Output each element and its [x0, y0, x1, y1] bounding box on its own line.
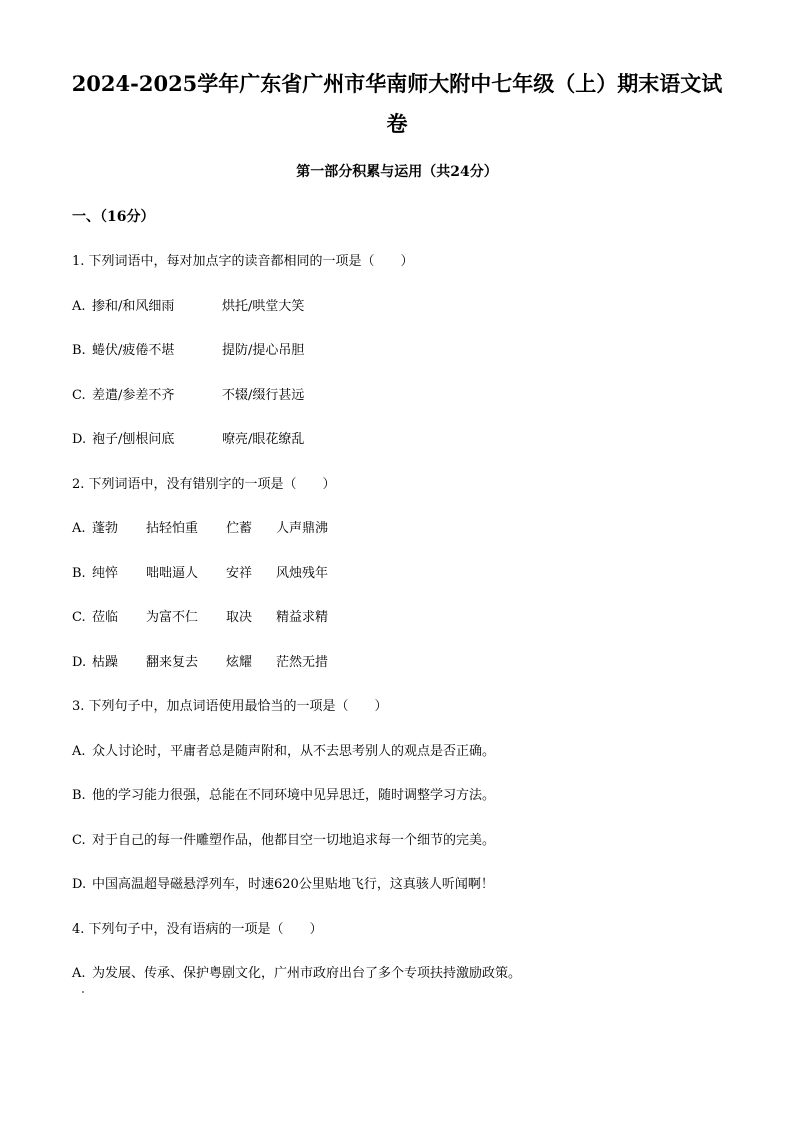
option-word: 纯悴 — [92, 566, 119, 581]
option-word: 拈轻怕重 — [146, 521, 199, 536]
question-2-stem-close: ） — [322, 477, 336, 492]
option-letter: C. — [72, 610, 86, 625]
option-text: 为发展、传承、保护粤剧文化，广州市政府出台了多个专项扶持激励政策。 — [92, 966, 522, 981]
option-word: 取决 — [226, 610, 253, 625]
option-text: 他的学习能力很强，总能在不同环境中见异思迁，随时调整学习方法。 — [92, 788, 496, 803]
stray-dot-mark — [82, 991, 84, 993]
option-text: 中国高温超导磁悬浮列车，时速620公里贴地飞行，这真骇人听闻啊！ — [92, 877, 494, 892]
question-3-stem — [72, 696, 388, 718]
option-word: 安祥 — [226, 566, 253, 581]
option-word: 伫蓄 — [226, 521, 253, 536]
question-3-option-b — [72, 785, 495, 807]
option-word: 风烛残年 — [276, 566, 329, 581]
question-2-stem-text: 2. 下列词语中，没有错别字的一项是（ — [72, 477, 297, 492]
option-text: 对于自己的每一件雕塑作品，他都目空一切地追求每一个细节的完美。 — [92, 833, 496, 848]
option-word: 茫然无措 — [276, 655, 329, 670]
option-word: 为富不仁 — [146, 610, 199, 625]
question-3-stem-text: 3. 下列句子中，加点词语使用最恰当的一项是（ — [72, 699, 349, 714]
option-letter: B. — [72, 343, 86, 358]
option-word: 咄咄逼人 — [146, 566, 199, 581]
question-3-option-a — [72, 741, 495, 763]
question-4-option-a — [72, 963, 521, 985]
question-1-option-b — [72, 340, 304, 362]
option-word: 枯躁 — [92, 655, 119, 670]
exam-title-line2: 卷 — [386, 111, 408, 136]
section1-heading: 一、（16分） — [72, 209, 155, 225]
question-1-option-c — [72, 385, 304, 407]
question-1-option-a — [72, 296, 304, 318]
question-2-option-b — [72, 563, 328, 585]
question-1-option-d — [72, 429, 304, 451]
option-text: 众人讨论时，平庸者总是随声附和，从不去思考别人的观点是否正确。 — [92, 744, 496, 759]
part1-title: 第一部分积累与运用（共24分） — [296, 164, 498, 180]
question-3-option-c — [72, 830, 495, 852]
option-letter: A. — [72, 521, 86, 536]
option-word: 莅临 — [92, 610, 119, 625]
option-letter: C. — [72, 388, 86, 403]
option-pair-1: 袍子/刨根问底 — [92, 432, 175, 447]
option-letter: A. — [72, 299, 86, 314]
option-letter: A. — [72, 744, 86, 759]
question-1-stem-close: ） — [400, 254, 414, 269]
question-4-stem — [72, 919, 323, 941]
question-2-option-a — [72, 518, 328, 540]
option-pair-2: 烘托/哄堂大笑 — [222, 299, 305, 314]
option-letter: B. — [72, 788, 86, 803]
option-letter: B. — [72, 566, 86, 581]
question-3-stem-close: ） — [374, 699, 388, 714]
question-2-stem — [72, 474, 336, 496]
option-letter: C. — [72, 833, 86, 848]
question-4-stem-text: 4. 下列句子中，没有语病的一项是（ — [72, 922, 284, 937]
option-pair-2: 嘹亮/眼花缭乱 — [222, 432, 305, 447]
option-pair-2: 提防/提心吊胆 — [222, 343, 305, 358]
option-pair-1: 蜷伏/疲倦不堪 — [92, 343, 175, 358]
option-pair-2: 不辍/缀行甚远 — [222, 388, 305, 403]
question-2-option-c — [72, 607, 328, 629]
option-letter: D. — [72, 432, 87, 447]
option-letter: A. — [72, 966, 86, 981]
option-word: 炫耀 — [226, 655, 253, 670]
option-letter: D. — [72, 877, 87, 892]
question-2-option-d — [72, 652, 328, 674]
question-1-stem — [72, 251, 414, 273]
option-word: 翻来复去 — [146, 655, 199, 670]
question-4-stem-close: ） — [309, 922, 323, 937]
option-word: 蓬勃 — [92, 521, 119, 536]
question-3-option-d — [72, 874, 494, 896]
option-word: 人声鼎沸 — [276, 521, 329, 536]
option-word: 精益求精 — [276, 610, 329, 625]
option-pair-1: 掺和/和风细雨 — [92, 299, 175, 314]
exam-title-line1: 2024-2025学年广东省广州市华南师大附中七年级（上）期末语文试 — [71, 71, 723, 96]
option-pair-1: 差遣/参差不齐 — [92, 388, 175, 403]
option-letter: D. — [72, 655, 87, 670]
question-1-stem-text: 1. 下列词语中，每对加点字的读音都相同的一项是（ — [72, 254, 375, 269]
